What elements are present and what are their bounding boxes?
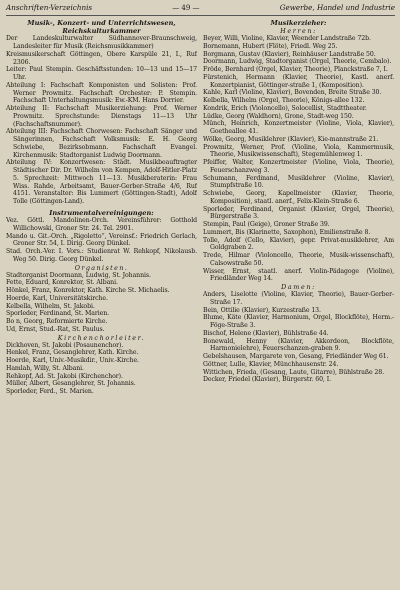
directory-entry: Blume, Käte (Klavier, Harmonium, Orgel, Blockflöte), Herm.-Föge-Straße 3. (203, 314, 394, 330)
section-title: Instrumentalvereinigungen: (49, 208, 154, 217)
directory-entry: Rehkopf, Ad. St. Jakobi (Kirchenchor). (6, 372, 123, 380)
directory-entry: Sporleder, Ferd., St. Marien. (6, 388, 94, 396)
directory-entry: Bornemann, Hubert (Flöte), Friedl. Weg 25. (203, 42, 338, 50)
directory-entry: Schwiebe, Georg, Kapellmeister (Klavier, Theorie, Komposition), staatl. anerf., Felix-Klein-Straße 6. (203, 190, 394, 205)
directory-entry: Schumann, Ferdinand, Musiklehrer (Violine, Klavier), Stumpfstraße 10. (203, 174, 394, 190)
directory-entry: Hamlah, Willy, St. Albani. (6, 364, 84, 372)
directory-entry: Borgmann, Gustav (Klavier), Reinhäuser Landstraße 50. (203, 50, 376, 58)
directory-entry: Gebelshausen, Margarete von, Gesang, Friedländer Weg 61. (203, 353, 389, 361)
section-title: Reichskulturkammer (62, 27, 141, 36)
directory-entry: Abteilung II: Fachschaft Musikerziehung: Prof. Werner Prowmitz. Sprechstunde: Dienstags 11—13 Uhr (Fachschaftsnummer). (6, 105, 197, 128)
directory-entry: Hoerde, Karl, Univ.-Musikdir., Univ.-Kirche. (6, 357, 139, 365)
directory-entry: Ud, Ernst, Stud.-Rat, St. Paulus. (6, 325, 105, 333)
directory-entry: Kondrik, Erich (Violoncello), Solocellist, Stadttheater. (203, 104, 367, 112)
directory-entry: Vez. Göttl. Mandolinen-Orch. Vereinsführer: Gotthold Willichowski, Groner Str. 24. Tel. 2901. (6, 217, 197, 232)
directory-entry: Doormann, Ludwig, Stadtorganist (Orgel, Theorie, Cembalo). (203, 58, 392, 66)
directory-entry: Fürstenich, Hermann (Klavier, Theorie), Kastl. anerf. Konzertpianist, Göttinger-straße 1, (Komposition). (203, 73, 394, 89)
directory-entry: Abteilung III: Fachschaft Chorwesen: Fachschaft Sänger und Sängerinnen, Fachschaft Volksmusik: E. H. Georg Schwiebe, Bezirksobmann. Fachschaft Evangel. Kirchenmusik: Stadtorganist Ludwig Doormann. (6, 128, 197, 159)
directory-entry: Kahle, Karl (Violine, Klavier), Bovenden, Breite Straße 30. (203, 89, 382, 97)
directory-entry: Abteilung IV: Konzertwesen: Städt. Musikbeauftragter Städtischer Dir. Dr. Wilhelm von Kempen, Adolf-Hitler-Platz 5. Sprechzeit: Mittwoch 11—13. Musikberaterin: Frau Wiss. Rahde, Arbeitsamt, Bauer-Gerber-Straße 4/6, Ruf 4151. Veranstalter: Bis Lummert (Göttingen-Stadt), Adolf Tolle (Göttingen-Land). (6, 159, 197, 206)
directory-entry: Trede, Hilmar (Violoncello, Theorie, Musik-wissenschaft), Calsowstraße 50. (203, 252, 394, 267)
directory-entry: Wittichen, Frieda, (Gesang, Laute, Gitarre), Bühlstraße 28. (203, 368, 385, 376)
directory-entry: Pfeiffer, Walter, Konzertmeister (Violine, Viola, Theorie), Feuerschanzweg 3. (203, 159, 394, 174)
directory-entry: Lüdke, Georg (Waldhorn), Grone, Stadt-weg 150. (203, 112, 354, 120)
directory-entry: Dickhoven, St. Jakobi (Posaunenchor). (6, 341, 124, 349)
directory-entry: Decker, Friedel (Klavier), Bürgerstr. 60, I. (203, 376, 331, 384)
subsection-heading: Kirchenchorleiter. (57, 333, 146, 342)
left-column (6, 19, 197, 590)
directory-entry: Leiter: Paul Stempin. Geschäftsstunden: 10—13 und 15—17 Uhr. (6, 66, 197, 82)
directory-entry: Göttner, Lulle, Klavier, Münchhausenstr. 24. (203, 360, 339, 368)
directory-entry: Müller, Albert, Gesanglehrer, St. Johannis. (6, 380, 136, 388)
directory-entry: Wölke, Georg, Musiklehrer (Klavier), Kie-mannstraße 21. (203, 135, 379, 143)
page-number: — 49 — (172, 4, 200, 12)
section-title: Musik-, Konzert- und Unterrichtswesen, (27, 19, 176, 27)
directory-entry: Hönkel, Franz, Konrektor, Kath. Kirche St. Michaelis. (6, 287, 170, 295)
directory-entry: Kelbella, Wilhelm (Orgel, Theorie), Königs-allee 132. (203, 97, 365, 105)
running-header (6, 3, 395, 16)
directory-entry: Lummert, Bis (Klarinette, Saxophon), Emilienstraße 8. (203, 228, 371, 236)
directory-entry: Tolle, Adolf (Cello, Klavier), gepr. Privat-musiklehrer, Am Goldgraben 2. (203, 236, 394, 252)
directory-entry: Wisser, Ernst, staatl. anerf. Violin-Pädagoge (Violine), Friedländer Weg 14. (203, 267, 394, 283)
directory-entry: Sporleder, Ferdinand, Organist (Klavier, Orgel, Theorie), Bürgerstraße 3. (203, 205, 394, 221)
directory-entry: Der Landeskulturwalter Südhannover-Braunschweig, Landesleiter für Musik (Reichsmusikkammer) (6, 35, 197, 51)
directory-entry: Sporleder, Ferdinand, St. Marien. (6, 310, 110, 318)
directory-entry: Beyer, Willi, Violine, Klavier, Weender Landstraße 72b. (203, 35, 371, 43)
directory-entry: Stad. Orch.-Ver. I. Vors.: Studienrat W. Rehkopf, Nikolausb. Weg 50. Dirig. Georg Dünkel. (6, 248, 197, 263)
right-column (203, 19, 394, 590)
directory-entry: Bischof, Helene (Klavier), Bühlstraße 44. (203, 329, 329, 337)
directory-entry: Anders, Liselotte (Violine, Klavier, Theorie), Bauer-Gerber-Straße 17. (203, 291, 394, 306)
header-right: Gewerbe, Handel und Industrie (279, 3, 395, 12)
directory-entry: Bo n, Georg, Reformierte Kirche. (6, 318, 108, 326)
subsection-heading: Damen: (281, 283, 316, 292)
directory-entry: Kreismusikerschaft Göttingen, Obere Karspüle 21, I., Ruf 2306. (6, 50, 197, 66)
subsection-heading: Herren: (280, 27, 317, 36)
directory-entry: Fette, Eduard, Konrektor, St. Albani. (6, 279, 118, 287)
directory-entry: Fröde, Bernhard (Orgel, Klavier, Theorie), Planckstraße 7, I. (203, 66, 388, 74)
directory-entry: Mando u. Git.-Orch. „Rigoletto“, Vereinsf.: Friedrich Gerlach, Groner Str. 54, I. Dirig. Georg Dünkel. (6, 232, 197, 248)
directory-entry: Bein, Ottilie (Klavier), Kurzestraße 13. (203, 306, 321, 314)
two-column-body (6, 19, 395, 590)
directory-entry: Abteilung I: Fachschaft Komponisten und Solisten: Prof. Werner Prowmitz. Fachschaft Orchester: P. Stempin. Fachschaft Unterhaltungsmusik: Ew.-KM. Hans Dorrier. (6, 81, 197, 105)
header-left: Anschriften-Verzeichnis (6, 3, 93, 12)
directory-entry: Kelbella, Wilhelm, St. Jakobi. (6, 302, 95, 310)
subsection-heading: Organisten. (74, 263, 129, 272)
directory-entry: Stempin, Paul (Geige), Groner Straße 39. (203, 221, 330, 229)
directory-entry: Henkel, Franz, Gesanglehrer, Kath. Kirche. (6, 349, 139, 357)
directory-entry: Stadtorganist Doormann, Ludwig, St. Johannis. (6, 271, 151, 279)
directory-entry: Bonewald, Henny (Klavier, Akkordeon, Blockflöte, Harmonielehre), Feuerschanzen-graben 9. (203, 337, 394, 353)
directory-entry: Münch, Heinrich, Konzertmeister (Violine, Viola, Klavier), Goetheallee 41. (203, 120, 394, 136)
directory-entry: Hoerde, Karl, Universitätskirche. (6, 294, 108, 302)
directory-entry: Prowmitz, Werner, Prof. (Violine, Viola, Kammermusik, Theorie, Musikwissenschaft), Stegemühlenweg 1. (203, 143, 394, 159)
section-title: Musikerzieher: (270, 19, 327, 27)
